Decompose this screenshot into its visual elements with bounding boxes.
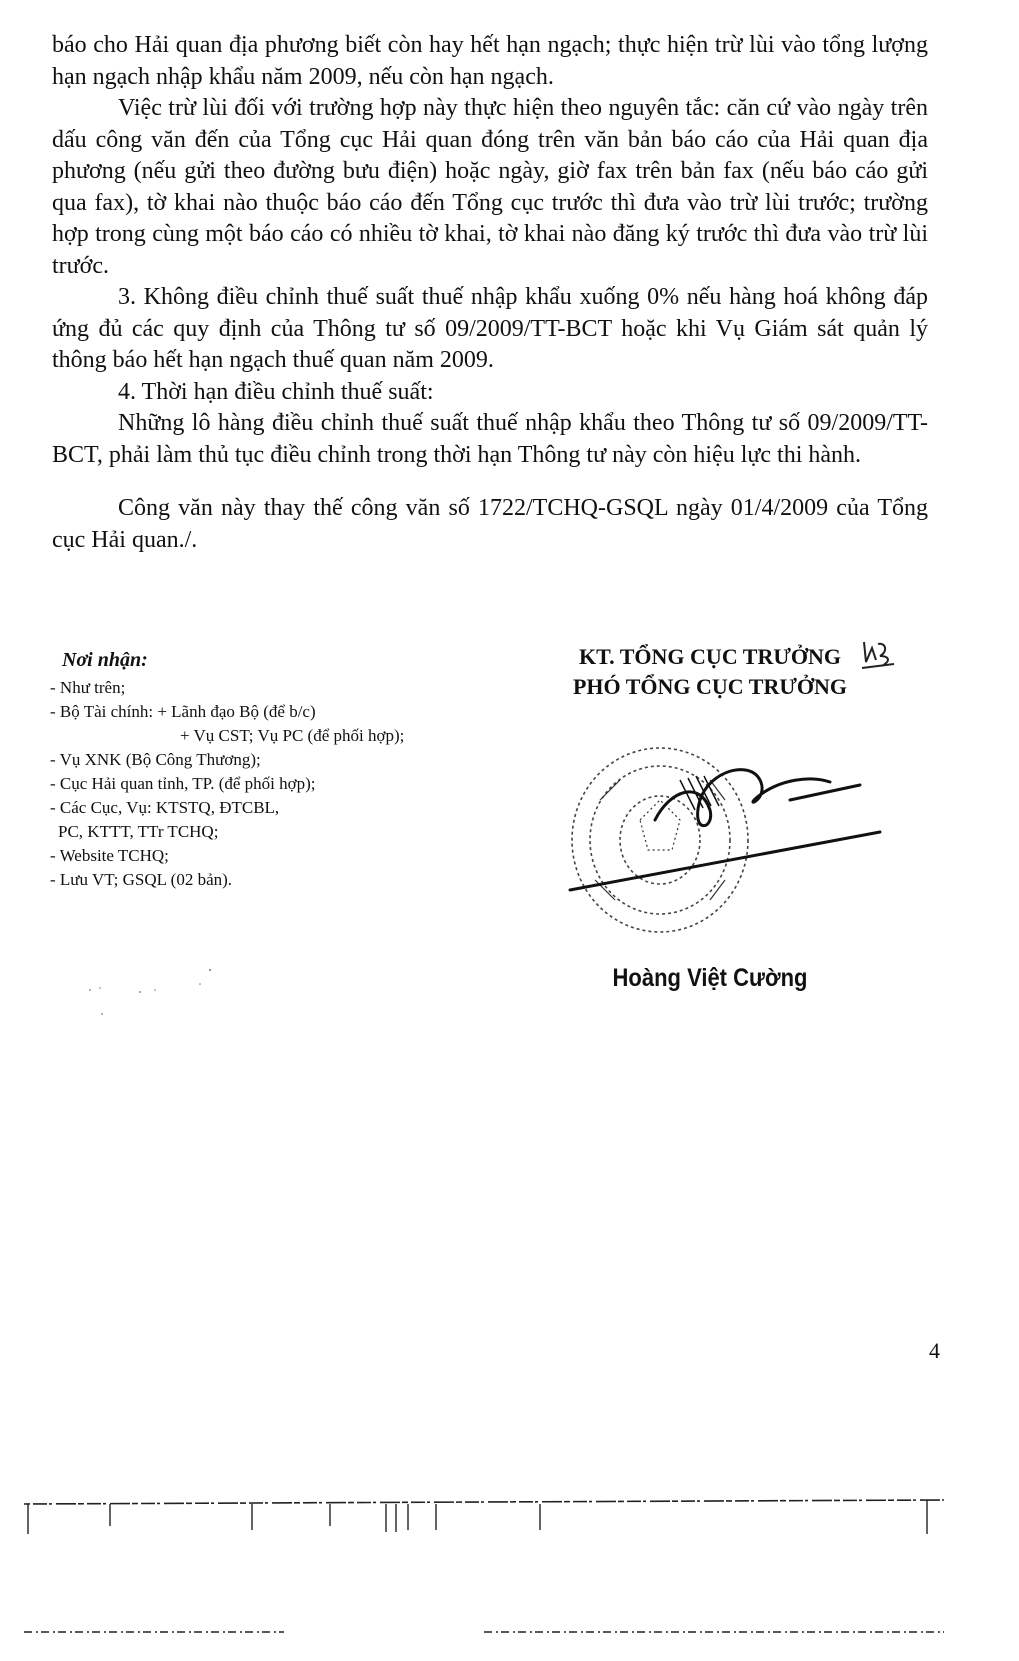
replacement-note: Công văn này thay thế công văn số 1722/TCHQ-GSQL ngày 01/4/2009 của Tổng cục Hải quan./. (52, 495, 928, 553)
recipient-item: - Lưu VT; GSQL (02 bản). (50, 870, 233, 889)
body-paragraph: báo cho Hải quan địa phương biết còn hay hết hạn ngạch; thực hiện trừ lùi vào tổng lượng hạn ngạch nhập khẩu năm 2009, nếu còn hạn ngạch. (52, 32, 928, 90)
recipient-item: PC, KTTT, TTr TCHQ; (58, 822, 219, 841)
signer-name: Hoàng Việt Cường (612, 964, 808, 992)
initials-mark-icon (858, 634, 898, 674)
recipient-item: + Vụ CST; Vụ PC (để phối hợp); (180, 726, 405, 745)
signature-title-line1: KT. TỔNG CỤC TRƯỞNG (579, 644, 841, 669)
recipient-item: - Cục Hải quan tỉnh, TP. (để phối hợp); (50, 774, 316, 793)
body-paragraph: 3. Không điều chỉnh thuế suất thuế nhập khẩu xuống 0% nếu hàng hoá không đáp ứng đủ các quy định của Thông tư số 09/2009/TT-BCT hoặc khi Vụ Giám sát quản lý thông báo hết hạn ngạch thuế quan năm 2009. (52, 284, 928, 373)
body-paragraph: 4. Thời hạn điều chỉnh thuế suất: (118, 378, 434, 405)
scan-border-icon (24, 1490, 944, 1640)
body-paragraph: Việc trừ lùi đối với trường hợp này thực hiện theo nguyên tắc: căn cứ vào ngày trên dấu công văn đến của Tổng cục Hải quan đóng trên văn bản báo cáo của Hải quan địa phương (nếu gửi theo đường bưu điện) hoặc ngày, giờ fax trên bản fax (nếu báo cáo gửi qua fax), tờ khai nào thuộc báo cáo đến Tổng cục trước thì đưa vào trừ lùi trước; trường hợp trong cùng một báo cáo có nhiều tờ khai, tờ khai nào đăng ký trước thì đưa vào trừ lùi trước. (52, 95, 928, 279)
recipient-item: - Bộ Tài chính: + Lãnh đạo Bộ (để b/c) (50, 702, 316, 721)
recipients-heading: Nơi nhận: (62, 649, 148, 671)
recipient-item: - Website TCHQ; (50, 846, 169, 865)
page-number: 4 (929, 1338, 940, 1363)
body-paragraph: Những lô hàng điều chỉnh thuế suất thuế nhập khẩu theo Thông tư số 09/2009/TT-BCT, phải làm thủ tục điều chỉnh trong thời hạn Thông tư này còn hiệu lực thi hành. (52, 410, 928, 468)
scan-specks-icon (80, 960, 240, 1020)
recipients-block (50, 648, 490, 892)
recipient-item: - Các Cục, Vụ: KTSTQ, ĐTCBL, (50, 798, 280, 817)
recipient-item: - Như trên; (50, 678, 126, 697)
recipient-item: - Vụ XNK (Bộ Công Thương); (50, 750, 261, 769)
official-seal-icon (560, 740, 890, 940)
document-body (52, 30, 928, 556)
signature-title-block (530, 642, 890, 702)
signature-title-line2: PHÓ TỔNG CỤC TRƯỞNG (572, 674, 847, 699)
